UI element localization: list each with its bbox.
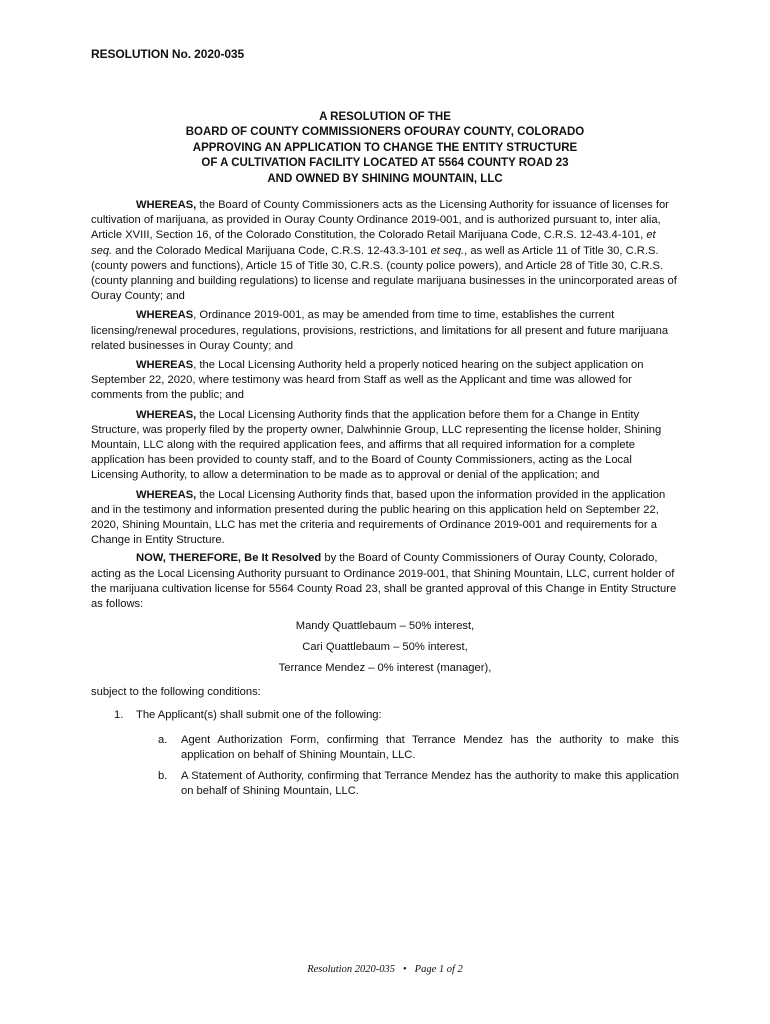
title-line: AND OWNED BY SHINING MOUNTAIN, LLC: [267, 172, 503, 185]
whereas-paragraph-3: [91, 358, 679, 404]
whereas-lead: WHEREAS: [136, 359, 194, 372]
condition-text: The Applicant(s) shall submit one of the following:: [136, 709, 382, 722]
paragraph-text: , as well as Article 11 of Title 30, C.R.S. (county powers and functions), Article 15 of Title 30, C.R.S. (county police powers), and Article 28 of Title 30, C.R.S. (county planning and building regulations) to license and regulate marijuana businesses in the unincorporated areas of Ouray County; and: [91, 244, 677, 303]
subitem-text: A Statement of Authority, confirming that Terrance Mendez has the authority to make this application on behalf of Shining Mountain, LLC.: [181, 770, 679, 798]
paragraph-text: by the Board of County Commissioners of Ouray County, Colorado, acting as the Local Licensing Authority pursuant to Ordinance 2019-001, that Shining Mountain, LLC, current holder of the marijuana cultivation license for 5564 County Road 23, shall be granted approval of this Change in Entity Structure as follows:: [91, 552, 677, 611]
whereas-paragraph-5: [91, 488, 679, 549]
ownership-interest: Terrance Mendez – 0% interest (manager),: [278, 662, 492, 675]
list-marker: 1.: [114, 709, 124, 722]
whereas-paragraph-1: [91, 198, 679, 304]
ownership-interest: Cari Quattlebaum – 50% interest,: [302, 641, 468, 654]
title-line: OF A CULTIVATION FACILITY LOCATED AT 5564 COUNTY ROAD 23: [201, 157, 569, 170]
footer-label: Resolution 2020-035: [307, 964, 395, 975]
italic-text: et seq.: [91, 229, 656, 257]
whereas-lead: WHEREAS,: [136, 408, 197, 421]
resolved-paragraph: [91, 551, 679, 612]
ownership-interest-list: [91, 616, 679, 679]
paragraph-text: the Local Licensing Authority finds that the application before them for a Change in Entity Structure, was properly filed by the property owner, Dalwhinnie Group, LLC representing the license holder, Shining Mountain, LLC along with the required application fees, and affirms that all required information for a complete application has been provided to county staff, and to the Board of County Commissioners, acting as the Local Licensing Authority, to allow a determination to be made as to approval or denial of the application; and: [91, 408, 662, 482]
resolution-number: RESOLUTION No. 2020-035: [91, 47, 245, 61]
conditions-intro: subject to the following conditions:: [91, 686, 261, 699]
footer-separator: •: [402, 964, 407, 975]
condition-item: [91, 708, 679, 723]
whereas-paragraph-4: [91, 408, 679, 484]
resolved-lead: NOW, THEREFORE, Be It Resolved: [136, 552, 322, 565]
paragraph-text: , the Local Licensing Authority held a properly noticed hearing on the subject application on September 22, 2020, where testimony was heard from Staff as well as the Applicant and time was allowed for comments from the public; and: [91, 359, 644, 402]
resolution-title: [91, 110, 679, 187]
condition-subitem: [136, 769, 679, 799]
title-line: A RESOLUTION OF THE: [319, 111, 451, 123]
whereas-lead: WHEREAS: [136, 309, 194, 322]
title-line: APPROVING AN APPLICATION TO CHANGE THE ENTITY STRUCTURE: [192, 141, 578, 154]
subitem-text: Agent Authorization Form, confirming that Terrance Mendez has the authority to make this application on behalf of Shining Mountain, LLC.: [181, 733, 679, 761]
ownership-interest: Mandy Quattlebaum – 50% interest,: [295, 620, 475, 633]
page-number: Page 1 of 2: [414, 964, 463, 975]
page-footer: [0, 964, 770, 975]
whereas-lead: WHEREAS,: [136, 488, 197, 501]
list-marker: b.: [158, 770, 168, 783]
title-line: BOARD OF COUNTY COMMISSIONERS OFOURAY COUNTY, COLORADO: [185, 126, 585, 139]
paragraph-text: the Local Licensing Authority finds that, based upon the information provided in the application and in the testimony and information presented during the public hearing on this application held on September 22, 2020, Shining Mountain, LLC has met the criteria and requirements of Ordinance 2019-001 and requirements for a Change in Entity Structure.: [91, 488, 666, 547]
resolution-body: [91, 198, 679, 806]
paragraph-text: and the Colorado Medical Marijuana Code, C.R.S. 12-43.3-101: [112, 244, 431, 257]
paragraph-text: , Ordinance 2019-001, as may be amended from time to time, establishes the current licensing/renewal procedures, regulations, provisions, restrictions, and limitations for all present and future marijuana related businesses in Ouray County; and: [91, 309, 669, 352]
condition-subitem: [136, 733, 679, 763]
paragraph-text: the Board of County Commissioners acts as the Licensing Authority for issuance of licenses for cultivation of marijuana, as provided in Ouray County Ordinance 2019-001, and is authorized pursuant to, inter alia, Article XVIII, Section 16, of the Colorado Constitution, the Colorado Retail Marijuana Code, C.R.S. 12-43.4-101,: [91, 199, 669, 242]
list-marker: a.: [158, 733, 168, 746]
italic-text: et seq.: [430, 244, 465, 257]
whereas-lead: WHEREAS,: [136, 199, 197, 211]
whereas-paragraph-2: [91, 308, 679, 354]
